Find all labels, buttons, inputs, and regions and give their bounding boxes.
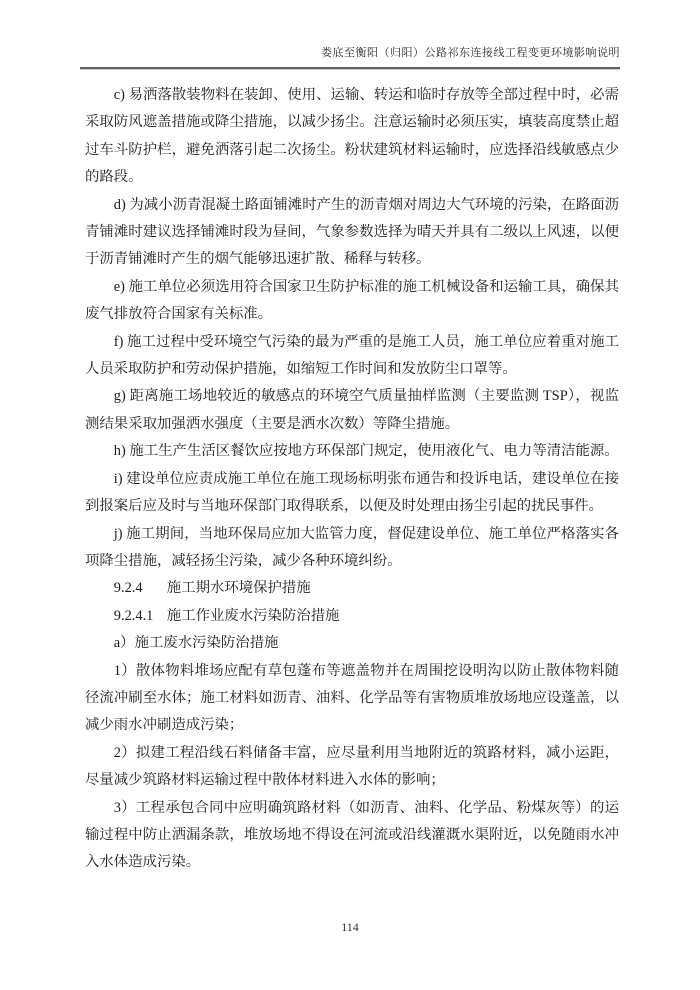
paragraph-air-i: i) 建设单位应责成施工单位在施工现场标明张布通告和投诉电话，建设单位在接到报案后应及时与当地环保部门取得联系，以便及时处理由扬尘引起的扰民事件。 — [85, 470, 619, 515]
section-heading-9-2-4 — [85, 575, 619, 602]
page-header — [80, 44, 620, 69]
section-heading-9-2-4-1 — [85, 603, 619, 630]
section-title: 施工期水环境保护措施 — [166, 580, 311, 597]
section-title: 施工作业废水污染防治措施 — [166, 607, 340, 624]
document-body — [85, 82, 619, 877]
paragraph-water-1: 1）散体物料堆场应配有草包蓬布等遮盖物并在周围挖设明沟以防止散体物料随径流冲刷至水体；施工材料如沥青、油料、化学品等有害物质堆放场地应设蓬盖，以减少雨水冲刷造成污染； — [85, 662, 619, 734]
paragraph-air-h: h) 施工生产生活区餐饮应按地方环保部门规定，使用液化气、电力等清洁能源。 — [113, 443, 619, 460]
page-number: 114 — [341, 920, 359, 934]
section-number: 9.2.4 — [113, 580, 143, 597]
paragraph-air-c: c) 易洒落散装物料在装卸、使用、运输、转运和临时存放等全部过程中时，必需采取防风遮盖措施或降尘措施，以减少扬尘。注意运输时必须压实，填装高度禁止超过车斗防护栏，避免洒落引起二次扬尘。粉状建筑材料运输时，应选择沿线敏感点少的路段。 — [85, 87, 619, 186]
paragraph-air-d: d) 为减小沥青混凝土路面铺滩时产生的沥青烟对周边大气环境的污染，在路面沥青铺滩时建议选择铺滩时段为昼间，气象参数选择为晴天并具有二级以上风速，以便于沥青铺滩时产生的烟气能够迅速扩散、稀释与转移。 — [85, 196, 619, 268]
header-title: 娄底至衡阳（归阳）公路祁东连接线工程变更环境影响说明 — [321, 47, 620, 59]
paragraph-air-e: e) 施工单位必须选用符合国家卫生防护标准的施工机械设备和运输工具，确保其废气排放符合国家有关标准。 — [85, 278, 619, 323]
paragraph-air-j: j) 施工期间，当地环保局应加大监管力度，督促建设单位、施工单位严格落实各项降尘措施，减轻扬尘污染，减少各种环境纠纷。 — [85, 525, 619, 569]
page-footer — [0, 920, 700, 935]
section-number: 9.2.4.1 — [113, 607, 154, 624]
paragraph-water-a: a）施工废水污染防治措施 — [113, 635, 279, 652]
paragraph-air-g: g) 距离施工场地较近的敏感点的环境空气质量抽样监测（主要监测 TSP），视监测结果采取加强洒水强度（主要是洒水次数）等降尘措施。 — [85, 388, 619, 432]
paragraph-air-f: f) 施工过程中受环境空气污染的最为严重的是施工人员，施工单位应着重对施工人员采取防护和劳动保护措施，如缩短工作时间和发放防尘口罩等。 — [85, 333, 619, 378]
paragraph-water-3: 3）工程承包合同中应明确筑路材料（如沥青、油料、化学品、粉煤灰等）的运输过程中防止洒漏条款，堆放场地不得设在河流或沿线灌溉水渠附近，以免随雨水冲入水体造成污染。 — [85, 799, 619, 871]
paragraph-water-2: 2）拟建工程沿线石料储备丰富，应尽量利用当地附近的筑路材料，减小运距，尽量减少筑路材料运输过程中散体材料进入水体的影响； — [85, 744, 619, 789]
